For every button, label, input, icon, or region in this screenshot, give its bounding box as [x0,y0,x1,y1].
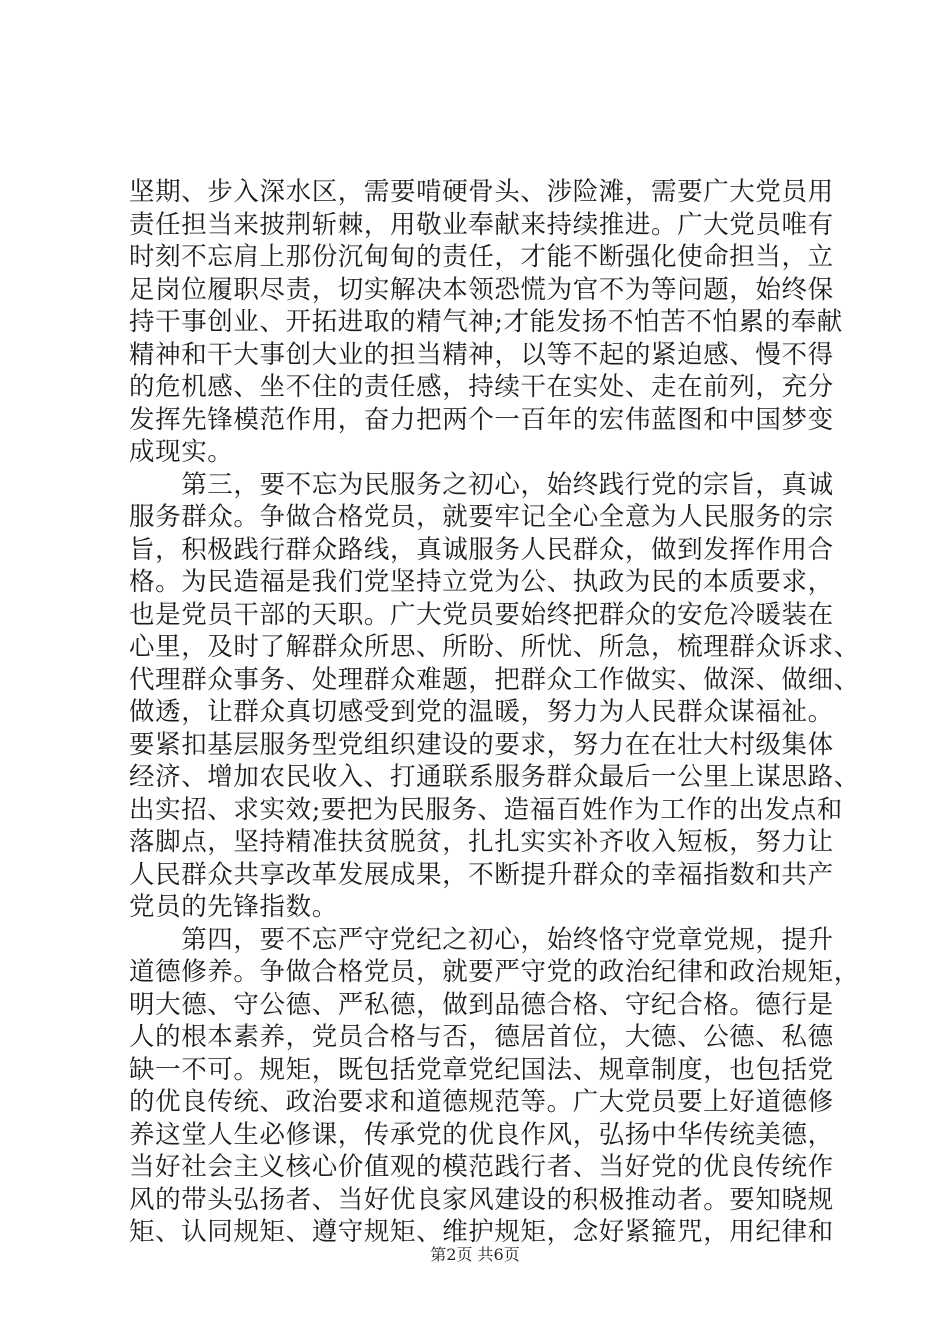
text-line: 缺一不可。规矩，既包括党章党纪国法、规章制度，也包括党 [129,1054,834,1085]
text-line: 旨，积极践行群众路线，真诚服务人民群众，做到发挥作用合 [129,534,834,565]
text-line: 风的带头弘扬者、当好优良家风建设的积极推动者。要知晓规 [129,1184,834,1215]
page-footer: 第2页 共6页 [430,1245,520,1264]
text-line: 也是党员干部的天职。广大党员要始终把群众的安危冷暖装在 [129,599,834,630]
text-line: 党员的先锋指数。 [129,892,338,922]
text-line: 道德修养。争做合格党员，就要严守党的政治纪律和政治规矩， [129,957,860,987]
text-line: 当好社会主义核心价值观的模范践行者、当好党的优良传统作 [129,1152,834,1182]
text-line: 第三，要不忘为民服务之初心，始终践行党的宗旨，真诚 [129,469,834,500]
text-line: 服务群众。争做合格党员，就要牢记全心全意为人民服务的宗 [129,502,834,532]
text-line: 做透，让群众真切感受到党的温暖，努力为人民群众谋福祉。 [129,697,834,727]
text-line: 人的根本素养，党员合格与否，德居首位，大德、公德、私德 [129,1022,834,1052]
text-line: 落脚点，坚持精准扶贫脱贫，扎扎实实补齐收入短板，努力让 [129,827,834,857]
text-line: 矩、认同规矩、遵守规矩、维护规矩，念好紧箍咒，用纪律和 [129,1217,834,1247]
text-line: 人民群众共享改革发展成果，不断提升群众的幸福指数和共产 [129,859,834,890]
text-line: 心里，及时了解群众所思、所盼、所忧、所急，梳理群众诉求、 [129,632,860,662]
text-line: 出实招、求实效;要把为民服务、造福百姓作为工作的出发点和 [129,794,843,825]
body-text [129,176,860,1249]
text-line: 明大德、守公德、严私德，做到品德合格、守纪合格。德行是 [129,989,834,1020]
text-line: 格。为民造福是我们党坚持立党为公、执政为民的本质要求， [129,567,834,597]
text-line: 经济、增加农民收入、打通联系服务群众最后一公里上谋思路、 [129,762,860,792]
text-line: 成现实。 [129,437,234,467]
text-line: 代理群众事务、处理群众难题，把群众工作做实、做深、做细、 [129,664,860,695]
text-line: 精神和干大事创大业的担当精神，以等不起的紧迫感、慢不得 [129,339,834,370]
text-line: 责任担当来披荆斩棘，用敬业奉献来持续推进。广大党员唯有 [129,209,834,240]
text-line: 第四，要不忘严守党纪之初心，始终恪守党章党规，提升 [129,924,834,955]
text-line: 发挥先锋模范作用，奋力把两个一百年的宏伟蓝图和中国梦变 [129,404,834,435]
text-line: 时刻不忘肩上那份沉甸甸的责任，才能不断强化使命担当，立 [129,242,834,272]
text-line: 的危机感、坐不住的责任感，持续干在实处、走在前列，充分 [129,372,834,402]
text-line: 持干事创业、开拓进取的精气神;才能发扬不怕苦不怕累的奉献 [129,307,843,337]
text-line: 养这堂人生必修课，传承党的优良作风，弘扬中华传统美德， [129,1119,834,1150]
text-line: 的优良传统、政治要求和道德规范等。广大党员要上好道德修 [129,1087,834,1117]
text-line: 足岗位履职尽责，切实解决本领恐慌为官不为等问题，始终保 [129,274,834,305]
text-line: 要紧扣基层服务型党组织建设的要求，努力在在壮大村级集体 [129,729,834,760]
text-line: 坚期、步入深水区，需要啃硬骨头、涉险滩，需要广大党员用 [129,177,834,207]
